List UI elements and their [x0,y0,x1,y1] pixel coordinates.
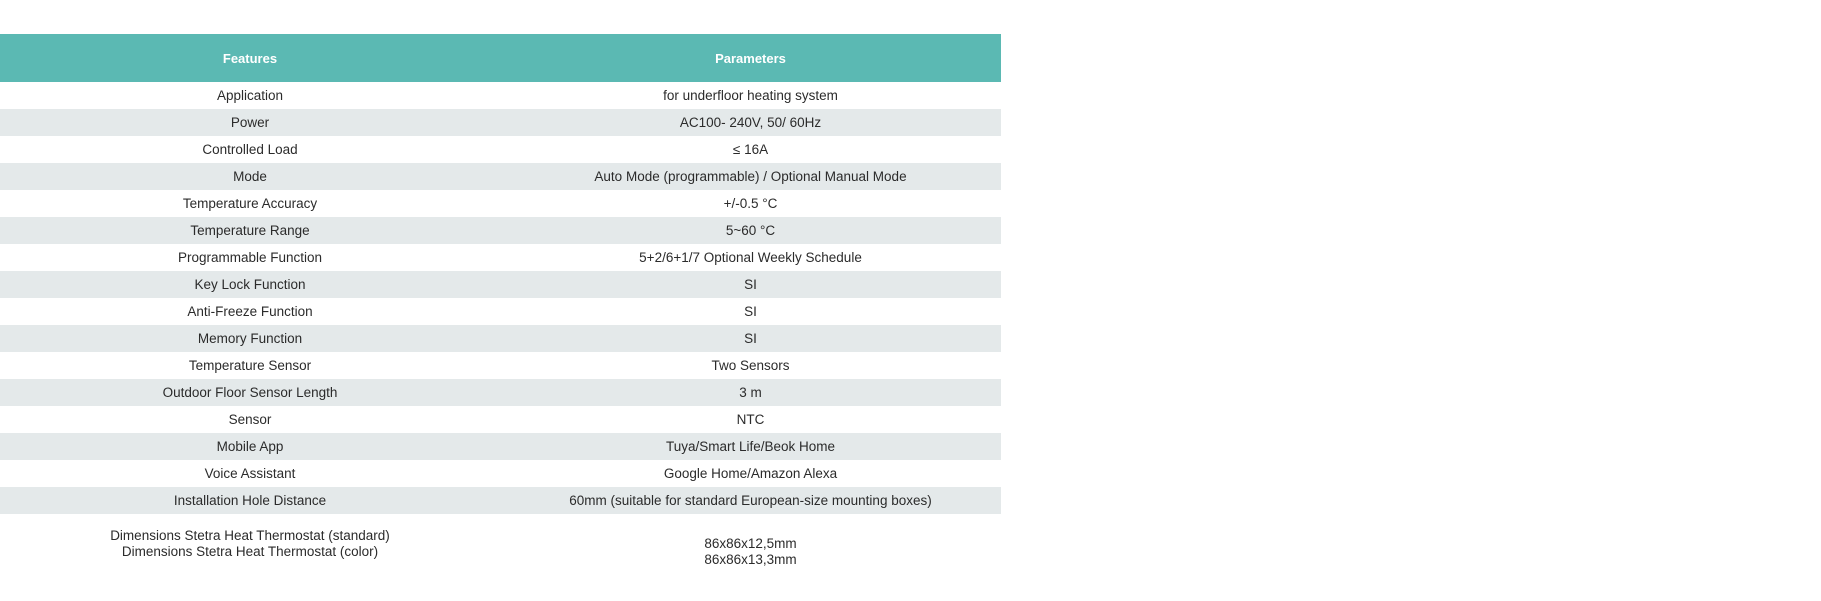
parameter-cell: ≤ 16A [500,136,1001,163]
feature-cell: Temperature Sensor [0,352,500,379]
feature-cell: Mobile App [0,433,500,460]
parameter-cell: SI [500,271,1001,298]
feature-cell: Installation Hole Distance [0,487,500,514]
parameter-cell: SI [500,325,1001,352]
table-row [0,109,1001,136]
dimensions-standard-value: 86x86x12,5mm [704,536,797,551]
table-row [0,271,1001,298]
feature-cell: Outdoor Floor Sensor Length [0,379,500,406]
table-row [0,325,1001,352]
table-row [0,190,1001,217]
table-row [0,460,1001,487]
table-row [0,487,1001,514]
parameter-cell: Google Home/Amazon Alexa [500,460,1001,487]
parameter-cell: 5+2/6+1/7 Optional Weekly Schedule [500,244,1001,271]
table-row [0,136,1001,163]
table-row [0,298,1001,325]
dimensions-feature-cell [0,514,500,574]
parameter-cell: +/-0.5 °C [500,190,1001,217]
table-row [0,244,1001,271]
dimensions-standard-label: Dimensions Stetra Heat Thermostat (standard) [110,528,390,543]
feature-cell: Application [0,82,500,109]
feature-cell: Controlled Load [0,136,500,163]
parameter-cell: for underfloor heating system [500,82,1001,109]
parameter-cell: SI [500,298,1001,325]
feature-cell: Temperature Range [0,217,500,244]
spec-table [0,34,1001,574]
header-parameters: Parameters [500,34,1001,82]
table-row [0,163,1001,190]
parameter-cell: Tuya/Smart Life/Beok Home [500,433,1001,460]
feature-cell: Memory Function [0,325,500,352]
table-header-row [0,34,1001,82]
dimensions-color-label: Dimensions Stetra Heat Thermostat (color) [121,544,379,559]
dimensions-row [0,514,1001,574]
parameter-cell: NTC [500,406,1001,433]
table-row [0,379,1001,406]
feature-cell: Voice Assistant [0,460,500,487]
feature-cell: Mode [0,163,500,190]
table-row [0,217,1001,244]
dimensions-parameter-cell [500,514,1001,574]
table-row [0,352,1001,379]
feature-cell: Anti-Freeze Function [0,298,500,325]
table-row [0,433,1001,460]
table-row [0,82,1001,109]
parameter-cell: Two Sensors [500,352,1001,379]
feature-cell: Programmable Function [0,244,500,271]
parameter-cell: Auto Mode (programmable) / Optional Manual Mode [500,163,1001,190]
dimensions-color-value: 86x86x13,3mm [704,552,797,567]
header-features: Features [0,34,500,82]
feature-cell: Key Lock Function [0,271,500,298]
feature-cell: Temperature Accuracy [0,190,500,217]
parameter-cell: AC100- 240V, 50/ 60Hz [500,109,1001,136]
feature-cell: Sensor [0,406,500,433]
parameter-cell: 3 m [500,379,1001,406]
parameter-cell: 5~60 °C [500,217,1001,244]
parameter-cell: 60mm (suitable for standard European-size mounting boxes) [500,487,1001,514]
table-row [0,406,1001,433]
feature-cell: Power [0,109,500,136]
